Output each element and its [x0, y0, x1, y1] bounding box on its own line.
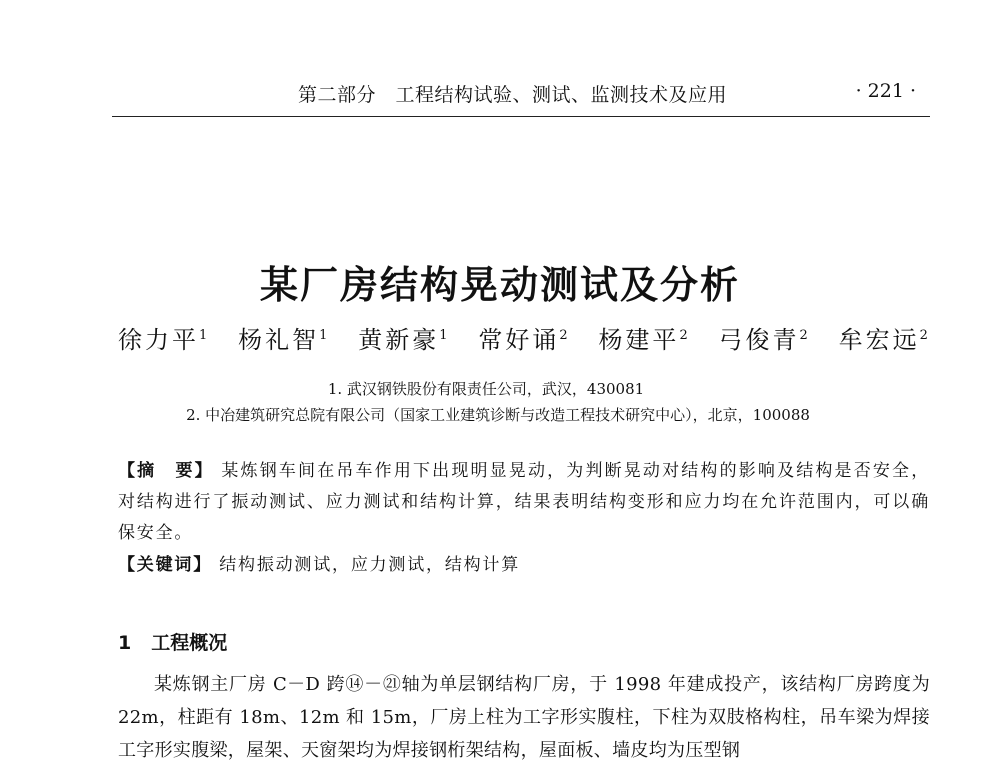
body-paragraph: 某炼钢主厂房 C－D 跨⑭－㉑轴为单层钢结构厂房，于 1998 年建成投产，该结构厂房跨度为 22m，柱距有 18m、12m 和 15m，厂房上柱为工字形实腹柱，下柱为双肢格构柱，吊车梁为焊接工字形实腹梁，屋架、天窗架均为焊接钢桁架结构，屋面板、墙皮均为压型钢: [118, 674, 930, 761]
section-title: 工程概况: [151, 632, 228, 654]
abstract: [118, 456, 930, 549]
page-number: · 221 ·: [855, 80, 916, 102]
running-header: [112, 78, 930, 117]
running-title: 第二部分 工程结构试验、测试、监测技术及应用: [298, 84, 728, 106]
keywords-text: 结构振动测试，应力测试，结构计算: [219, 555, 521, 575]
author-list: [118, 320, 928, 355]
paper-title: 某厂房结构晃动测试及分析: [259, 262, 740, 307]
abstract-label: 【摘 要】: [118, 461, 214, 481]
affiliation-1: 1. 武汉钢铁股份有限责任公司，武汉，430081: [327, 380, 645, 398]
author: 徐力平$^1$: [118, 326, 208, 354]
keywords: [118, 550, 930, 575]
affiliation-2: 2. 中冶建筑研究总院有限公司（国家工业建筑诊断与改造工程技术研究中心），北京，100088: [186, 406, 810, 424]
keywords-label: 【关键词】: [118, 555, 212, 575]
author: 常好诵$^2$: [478, 326, 568, 354]
author: 杨礼智$^1$: [238, 326, 328, 354]
author: 弓俊青$^2$: [718, 326, 808, 354]
abstract-text: 某炼钢车间在吊车作用下出现明显晃动，为判断晃动对结构的影响及结构是否安全，对结构进行了振动测试、应力测试和结构计算，结果表明结构变形和应力均在允许范围内，可以确保安全。: [118, 461, 930, 543]
author: 黄新豪$^1$: [358, 326, 448, 354]
section-number: 1: [118, 632, 132, 654]
author: 牟宏远$^2$: [838, 326, 928, 354]
section-heading: [118, 628, 227, 655]
author: 杨建平$^2$: [598, 326, 688, 354]
